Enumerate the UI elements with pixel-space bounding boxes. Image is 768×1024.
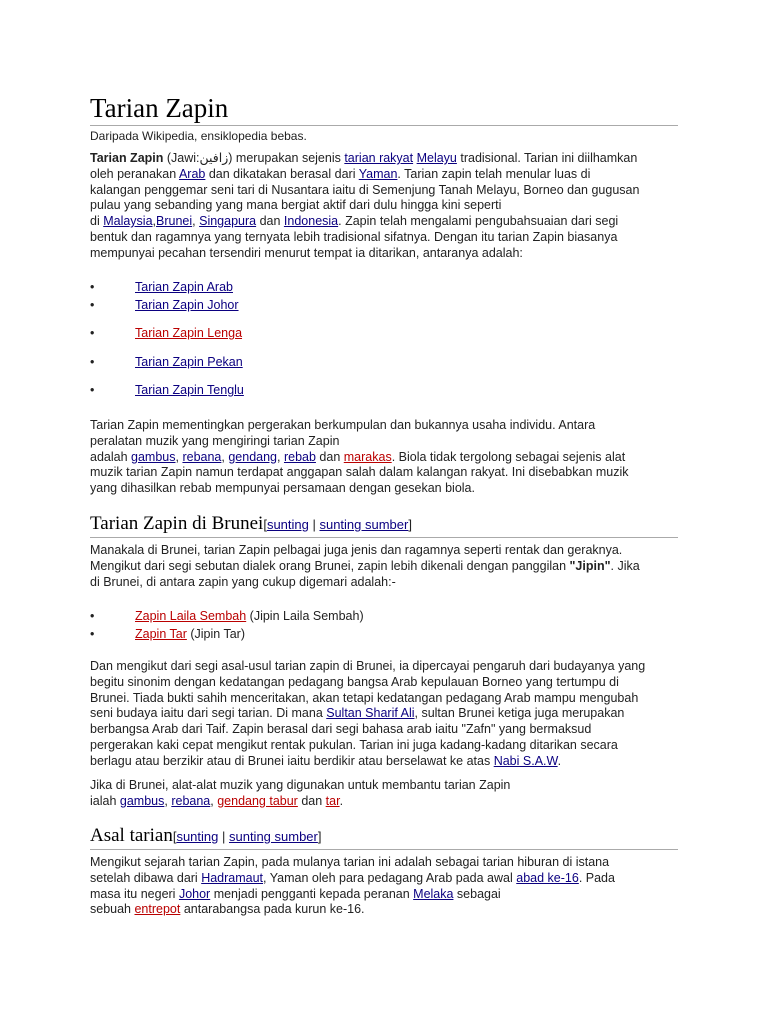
paragraph-text: dan	[297, 793, 326, 808]
separator: |	[308, 517, 320, 532]
edit-link[interactable]: sunting	[176, 829, 219, 844]
paragraph-text: pergerakan kaki cepat mengikut rentak pukulan. Tarian ini juga kadang-kadang ditarikan secara	[90, 737, 618, 752]
heading-text: Asal tarian	[90, 825, 173, 846]
paragraph-text: begitu sinonim dengan kedatangan pedagang bangsa Arab kepulauan Borneo yang tertumpu di	[90, 674, 619, 689]
link-singapura[interactable]: Singapura	[199, 214, 257, 229]
heading-text: Tarian Zapin di Brunei	[90, 513, 264, 534]
link-indonesia[interactable]: Indonesia	[283, 214, 339, 229]
paragraph-text: muzik tarian Zapin namun terdapat anggapan salah dalam kalangan rakyat. Ini disebabkan muzik	[90, 465, 629, 480]
link-melayu[interactable]: Melayu	[416, 151, 457, 165]
bullet: •	[90, 326, 95, 340]
link-arab[interactable]: Arab	[178, 166, 206, 181]
paragraph-text: setelah dibawa dari	[90, 870, 202, 885]
intro-text: tradisional. Tarian ini diilhamkan	[456, 151, 638, 165]
paragraph-text: Brunei. Tiada bukti sahih menceritakan, akan tetapi kedatangan pedagang Arab mampu mengubah	[90, 690, 639, 705]
intro-paragraph	[90, 151, 678, 262]
bracket: ]	[408, 517, 412, 532]
bracket: ]	[317, 829, 322, 844]
link-zapin-pekan[interactable]: Tarian Zapin Pekan	[135, 355, 243, 369]
intro-text: dan dikatakan berasal dari	[205, 166, 359, 181]
intro-text: bentuk dan ragamnya yang ternyata lebih tradisional sifatnya. Dengan itu tarian Zapin biasanya	[90, 229, 618, 244]
brunei-paragraph	[90, 543, 678, 590]
link-zapin-laila-sembah[interactable]: Zapin Laila Sembah	[135, 609, 247, 623]
paragraph-text: . Pada	[578, 870, 615, 885]
bullet: •	[90, 609, 95, 623]
paragraph-text: ,	[221, 449, 229, 464]
paragraph-text: peralatan muzik yang mengiringi tarian Zapin	[90, 433, 340, 448]
paragraph-text: . Jika	[610, 558, 640, 573]
link-tarian-rakyat[interactable]: tarian rakyat	[344, 151, 414, 165]
paragraph-text: Dan mengikut dari segi asal-usul tarian zapin di Brunei, ia dipercayai pengaruh dari budayanya yang	[90, 659, 646, 673]
bullet: •	[90, 280, 95, 294]
link-gambus[interactable]: gambus	[131, 449, 176, 464]
paragraph-text: seni budaya iaitu dari segi tarian. Di mana	[90, 706, 327, 721]
paragraph-text: sebagai	[453, 886, 501, 901]
link-rebana-2[interactable]: rebana	[171, 793, 211, 808]
paragraph-text: ,	[164, 793, 172, 808]
link-gendang[interactable]: gendang	[228, 449, 278, 464]
page-title: Tarian Zapin	[90, 93, 229, 123]
link-tar[interactable]: tar	[325, 793, 340, 808]
page-subtitle: Daripada Wikipedia, ensiklopedia bebas.	[90, 129, 307, 143]
link-sultan-sharif-ali[interactable]: Sultan Sharif Ali	[326, 706, 415, 721]
instruments-paragraph	[90, 418, 678, 497]
jawi-text: زافين	[199, 151, 229, 165]
intro-text: pulau yang sebanding yang mana bergiat aktif dari dulu hingga kini seperti	[90, 198, 502, 213]
intro-text: . Zapin telah mengalami pengubahsuaian dari segi	[338, 214, 619, 229]
paragraph-text: Tarian Zapin mementingkan pergerakan berkumpulan dan bukannya usaha individu. Antara	[90, 418, 596, 432]
link-johor[interactable]: Johor	[178, 886, 211, 901]
link-rebana[interactable]: rebana	[182, 449, 222, 464]
link-gambus-2[interactable]: gambus	[119, 793, 165, 808]
paragraph-text: dan	[315, 449, 344, 464]
separator: |	[218, 829, 229, 844]
bullet: •	[90, 298, 95, 312]
link-brunei[interactable]: Brunei	[156, 214, 193, 229]
link-zapin-arab[interactable]: Tarian Zapin Arab	[135, 280, 233, 294]
intro-text: di	[90, 214, 104, 229]
link-nabi-saw[interactable]: Nabi S.A.W	[493, 753, 558, 768]
paragraph-text: Manakala di Brunei, tarian Zapin pelbagai juga jenis dan ragamnya seperti rentak dan geraknya.	[90, 543, 623, 557]
jipin-term: "Jipin"	[569, 558, 611, 573]
edit-source-link[interactable]: sunting sumber	[228, 829, 318, 844]
edit-link[interactable]: sunting	[266, 517, 309, 532]
item-note: (Jipin Tar)	[186, 627, 246, 641]
bullet: •	[90, 383, 95, 397]
paragraph-text: ialah	[90, 793, 120, 808]
paragraph-text: Jika di Brunei, alat-alat muzik yang digunakan untuk membantu tarian Zapin	[90, 778, 511, 792]
paragraph-text: berbangsa Arab dari Taif. Zapin berasal dari segi bahasa arab iaitu "Zafn" yang bermaksud	[90, 722, 592, 737]
heading-divider	[90, 537, 678, 538]
section-heading-brunei	[90, 512, 412, 537]
link-entrepot[interactable]: entrepot	[134, 902, 181, 917]
link-gendang-tabur[interactable]: gendang tabur	[217, 793, 298, 808]
paragraph-text: .	[339, 793, 344, 808]
paragraph-text: ,	[210, 793, 218, 808]
bullet: •	[90, 355, 95, 369]
paragraph-text: , Yaman oleh para pedagang Arab pada awal	[263, 870, 517, 885]
paragraph-text: antarabangsa pada kurun ke-16.	[180, 902, 365, 917]
section-heading-asal	[90, 824, 322, 849]
link-zapin-lenga[interactable]: Tarian Zapin Lenga	[135, 326, 243, 340]
link-malaysia[interactable]: Malaysia	[103, 214, 153, 229]
paragraph-text: ,	[175, 449, 183, 464]
origin-brunei-paragraph	[90, 659, 678, 770]
paragraph-text: Mengikut dari segi sebutan dialek orang Brunei, zapin lebih dikenali dengan panggilan	[90, 558, 570, 573]
paragraph-text: menjadi pengganti kepada peranan	[210, 886, 414, 901]
paragraph-text: ,	[277, 449, 284, 464]
link-zapin-tar[interactable]: Zapin Tar	[135, 627, 187, 641]
origin-paragraph	[90, 855, 678, 918]
intro-text: ,	[152, 214, 157, 229]
heading-divider	[90, 849, 678, 850]
link-rebab[interactable]: rebab	[283, 449, 316, 464]
intro-text: oleh peranakan	[90, 166, 179, 181]
intro-text: ) merupakan sejenis	[228, 151, 345, 165]
link-abad-ke-16[interactable]: abad ke-16	[516, 870, 579, 885]
intro-text: ,	[192, 214, 200, 229]
bullet: •	[90, 627, 95, 641]
intro-term: Tarian Zapin	[90, 151, 164, 165]
brunei-instruments-paragraph	[90, 778, 678, 810]
paragraph-text: masa itu negeri	[90, 886, 179, 901]
paragraph-text: sebuah	[90, 902, 135, 917]
intro-text: dan	[256, 214, 284, 229]
intro-text: mempunyai pecahan tersendiri menurut tempat ia ditarikan, antaranya adalah:	[90, 245, 523, 260]
link-zapin-tenglu[interactable]: Tarian Zapin Tenglu	[135, 383, 244, 397]
link-yaman[interactable]: Yaman	[358, 166, 398, 181]
paragraph-text: Mengikut sejarah tarian Zapin, pada mulanya tarian ini adalah sebagai tarian hiburan di istana	[90, 855, 610, 869]
paragraph-text: berlagu atau berzikir atau di Brunei iaitu berdikir atau berselawat ke atas	[90, 753, 494, 768]
paragraph-text: yang dihasilkan rebab mempunyai persamaan dengan gesekan biola.	[90, 481, 475, 496]
link-marakas[interactable]: marakas	[343, 449, 392, 464]
paragraph-text: , sultan Brunei ketiga juga merupakan	[414, 706, 625, 721]
link-melaka[interactable]: Melaka	[413, 886, 454, 901]
intro-text: . Tarian zapin telah menular luas di	[397, 166, 591, 181]
item-note: (Jipin Laila Sembah)	[246, 609, 364, 623]
link-hadramaut[interactable]: Hadramaut	[201, 870, 264, 885]
bracket: [	[263, 517, 267, 532]
link-zapin-johor[interactable]: Tarian Zapin Johor	[135, 298, 239, 312]
intro-text: kalangan penggemar seni tari di Nusantara iaitu di Semenjung Tanah Melayu, Borneo dan gugusan	[90, 182, 640, 197]
title-divider	[90, 125, 678, 126]
paragraph-text: .	[557, 753, 562, 768]
paragraph-text: adalah	[90, 449, 132, 464]
paragraph-text: . Biola tidak tergolong sebagai sejenis alat	[391, 449, 626, 464]
bracket: [	[172, 829, 177, 844]
edit-source-link[interactable]: sunting sumber	[319, 517, 409, 532]
paragraph-text: di Brunei, di antara zapin yang cukup digemari adalah:-	[90, 574, 396, 589]
intro-text: (Jawi:	[163, 151, 200, 165]
